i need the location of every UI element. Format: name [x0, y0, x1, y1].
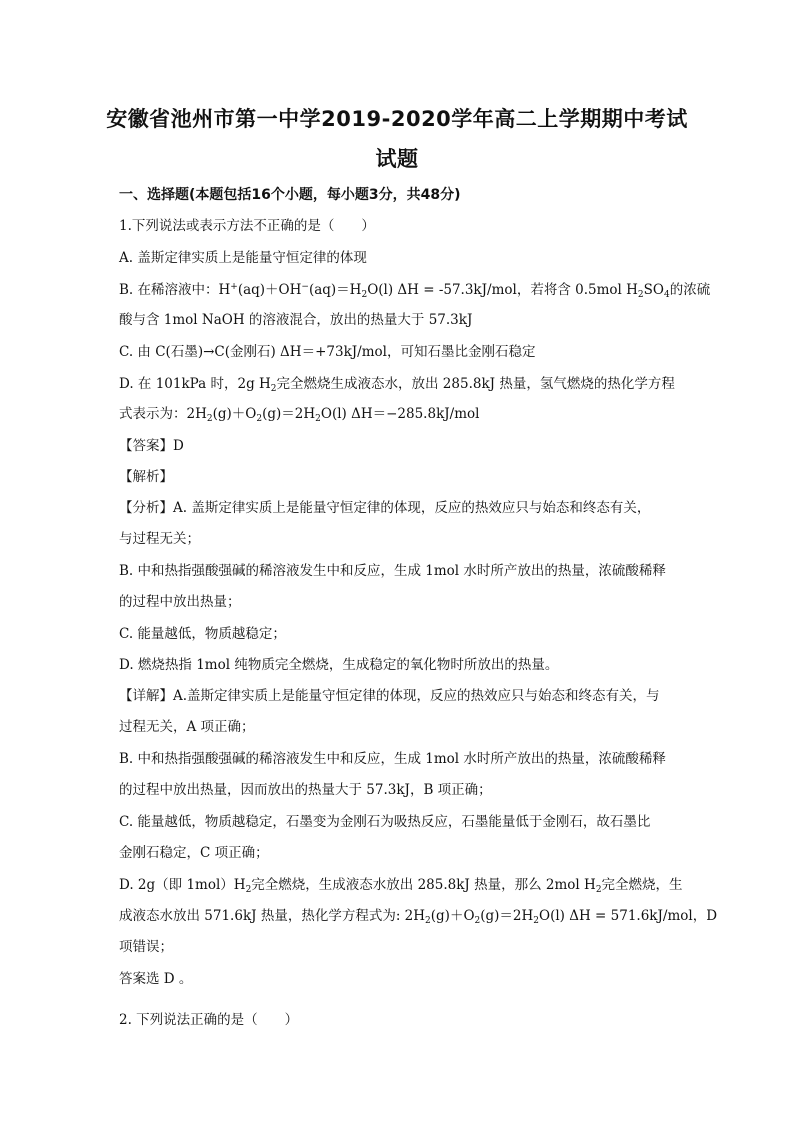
conclusion: 答案选 D 。: [119, 971, 193, 987]
option-d-text: 式表示为：2H: [119, 406, 207, 422]
option-b-text: 的浓硫: [669, 282, 711, 298]
detail-text: 成液态水放出 571.6kJ 热量，热化学方程式为: 2H: [119, 908, 426, 924]
detail-text: 完全燃烧，生: [601, 877, 683, 893]
question-1-option-d-line-1: [119, 375, 675, 393]
question-2-stem: 2. 下列说法正确的是（ ）: [119, 1012, 299, 1028]
option-b-text: (aq)＝H: [308, 282, 362, 298]
detail-paragraph: 金刚石稳定，C 项正确；: [119, 845, 269, 861]
subscript: 2: [361, 290, 368, 300]
subscript: 2: [245, 885, 252, 895]
question-1-option-a: A. 盖斯定律实质上是能量守恒定律的体现: [119, 250, 367, 266]
option-b-text: O(l) ΔH = -57.3kJ/mol，若将含 0.5mol H: [367, 282, 638, 298]
detail-text: (g)＋O: [430, 908, 475, 924]
analysis-paragraph: B. 中和热指强酸强碱的稀溶液发生中和反应，生成 1mol 水时所产放出的热量，浓硫酸稀释: [119, 563, 666, 579]
option-b-text: B. 在稀溶液中：H: [119, 282, 231, 298]
analysis-paragraph: C. 能量越低，物质越稳定；: [119, 626, 286, 642]
detail-paragraph: [119, 876, 683, 894]
superscript: +: [230, 282, 238, 292]
document-title-line-2: 试题: [375, 147, 419, 171]
question-1-option-d-line-2: [119, 405, 479, 423]
subscript: 2: [256, 414, 263, 424]
question-1-stem: 1.下列说法或表示方法不正确的是（ ）: [119, 218, 375, 234]
detail-text: (g)＝2H: [480, 908, 534, 924]
subscript: 2: [425, 916, 431, 926]
option-d-text: 完全燃烧生成液态水，放出 285.8kJ 热量，氢气燃烧的热化学方程: [276, 376, 675, 392]
analysis-paragraph: D. 燃烧热指 1mol 纯物质完全燃烧，生成稳定的氧化物时所放出的热量。: [119, 657, 559, 673]
subscript: 2: [533, 916, 540, 926]
subscript: 2: [474, 916, 481, 926]
superscript: −: [301, 282, 309, 292]
detail-paragraph: [119, 907, 717, 925]
detail-paragraph: B. 中和热指强酸强碱的稀溶液发生中和反应，生成 1mol 水时所产放出的热量，浓硫酸稀释: [119, 751, 666, 767]
subscript: 4: [663, 290, 670, 300]
detail-paragraph: 【详解】A.盖斯定律实质上是能量守恒定律的体现，反应的热效应只与始态和终态有关，与: [119, 688, 660, 704]
detail-paragraph: 过程无关，A 项正确；: [119, 719, 255, 735]
option-d-text: D. 在 101kPa 时，2g H: [119, 376, 271, 392]
subscript: 2: [270, 384, 277, 394]
detail-paragraph: 的过程中放出热量，因而放出的热量大于 57.3kJ，B 项正确；: [119, 782, 492, 798]
analysis-paragraph: 与过程无关；: [119, 531, 200, 547]
question-1-option-b-line-2: 酸与含 1mol NaOH 的溶液混合，放出的热量大于 57.3kJ: [119, 312, 473, 328]
option-d-text: O(l) ΔH＝−285.8kJ/mol: [320, 406, 480, 422]
document-title-line-1: 安徽省池州市第一中学2019-2020学年高二上学期期中考试: [106, 107, 688, 131]
detail-text: 完全燃烧，生成液态水放出 285.8kJ 热量，那么 2mol H: [251, 877, 596, 893]
section-heading: 一、选择题(本题包括16个小题，每小题3分，共48分): [119, 187, 461, 203]
analysis-paragraph: 的过程中放出热量；: [119, 594, 241, 610]
detail-paragraph: 项错误；: [119, 939, 173, 955]
option-d-text: (g)＋O: [212, 406, 257, 422]
subscript: 2: [315, 414, 321, 424]
question-1-option-c: C. 由 C(石墨)→C(金刚石) ΔH＝+73kJ/mol，可知石墨比金刚石稳定: [119, 344, 536, 360]
subscript: 2: [206, 414, 213, 424]
subscript: 2: [595, 885, 602, 895]
analysis-paragraph: 【分析】A. 盖斯定律实质上是能量守恒定律的体现，反应的热效应只与始态和终态有关，: [119, 500, 651, 516]
option-b-text: SO: [643, 282, 664, 298]
detail-paragraph: C. 能量越低，物质越稳定，石墨变为金刚石为吸热反应，石墨能量低于金刚石，故石墨比: [119, 814, 651, 830]
detail-text: D. 2g（即 1mol）H: [119, 877, 246, 893]
answer-label: 【答案】D: [119, 438, 184, 454]
option-d-text: (g)＝2H: [262, 406, 316, 422]
option-b-text: (aq)＋OH: [237, 282, 302, 298]
analysis-label: 【解析】: [119, 469, 173, 485]
subscript: 2: [637, 290, 644, 300]
detail-text: O(l) ΔH = 571.6kJ/mol，D: [539, 908, 718, 924]
question-1-option-b-line-1: [119, 281, 710, 299]
